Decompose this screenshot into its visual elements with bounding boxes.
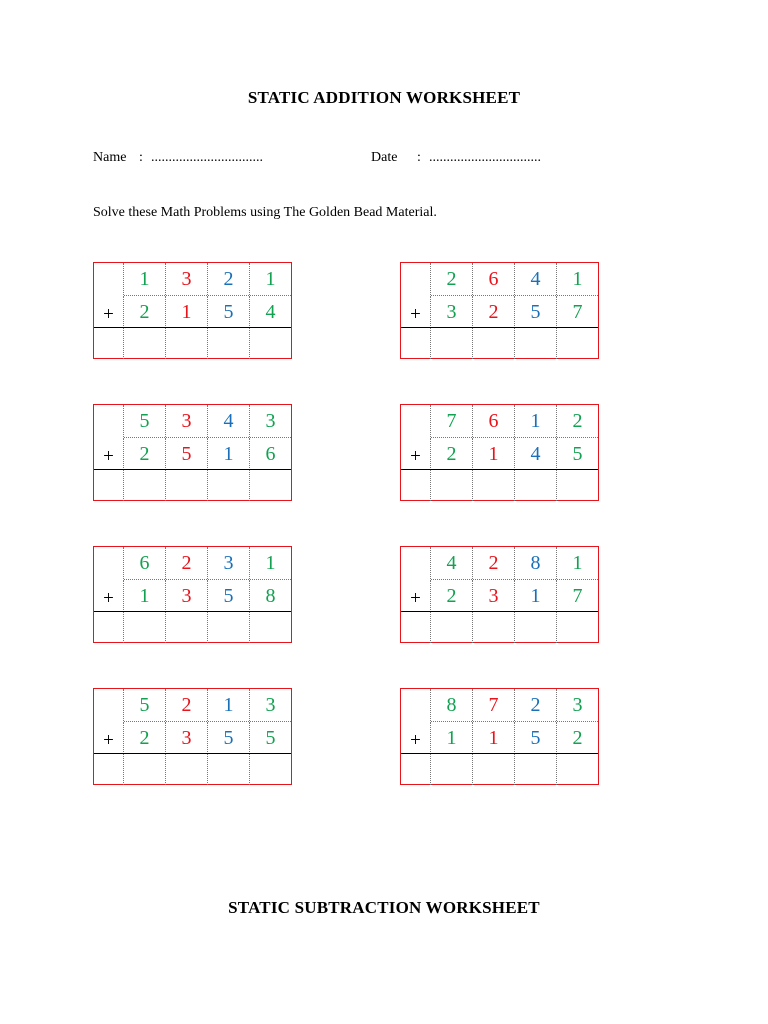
digit-cell: 1 [430, 722, 472, 754]
answer-cell[interactable] [514, 328, 556, 359]
date-field [371, 150, 541, 166]
answer-cell[interactable] [249, 470, 291, 501]
plus-sign: + [410, 304, 421, 325]
answer-cell[interactable] [123, 470, 165, 501]
digit-cell: 5 [207, 296, 249, 328]
answer-cell[interactable] [430, 754, 472, 785]
answer-cell[interactable] [514, 612, 556, 643]
digit-cell: 4 [514, 263, 556, 295]
answer-cell[interactable] [556, 612, 598, 643]
addend-bottom-row [401, 295, 598, 328]
digit-cell: 5 [165, 438, 207, 470]
digit-cell: 2 [430, 580, 472, 612]
digit-cell: 7 [556, 580, 598, 612]
digit-cell: 4 [430, 547, 472, 579]
answer-cell[interactable] [207, 612, 249, 643]
digit-cell: 1 [249, 263, 291, 295]
digit-cell: 5 [514, 296, 556, 328]
digit-cell: 4 [207, 405, 249, 437]
answer-cell[interactable] [249, 754, 291, 785]
digit-cell: 1 [123, 263, 165, 295]
digit-cell: 2 [430, 438, 472, 470]
addition-problem [400, 546, 599, 643]
digit-cell: 1 [472, 438, 514, 470]
plus-sign: + [410, 730, 421, 751]
addend-top-row [94, 405, 291, 437]
addition-problem [93, 404, 292, 501]
name-colon: : [139, 150, 143, 165]
digit-cell: 5 [514, 722, 556, 754]
digit-cell: 2 [123, 438, 165, 470]
answer-row [94, 611, 291, 643]
digit-cell: 7 [472, 689, 514, 721]
addend-top-row [401, 405, 598, 437]
digit-cell: 1 [514, 580, 556, 612]
answer-cell[interactable] [514, 754, 556, 785]
digit-cell: 2 [165, 689, 207, 721]
digit-cell: 2 [165, 547, 207, 579]
addend-bottom-row [401, 437, 598, 470]
digit-cell: 2 [123, 722, 165, 754]
digit-cell: 3 [207, 547, 249, 579]
digit-cell: 8 [249, 580, 291, 612]
digit-cell: 3 [472, 580, 514, 612]
addend-top-row [401, 689, 598, 721]
addition-worksheet-title: STATIC ADDITION WORKSHEET [247, 88, 521, 107]
digit-cell: 5 [123, 405, 165, 437]
digit-cell: 3 [165, 722, 207, 754]
plus-sign: + [410, 588, 421, 609]
digit-cell: 1 [165, 296, 207, 328]
digit-cell: 2 [472, 296, 514, 328]
addend-top-row [94, 547, 291, 579]
date-blank: ................................ [429, 150, 541, 165]
digit-cell: 4 [514, 438, 556, 470]
digit-cell: 1 [207, 689, 249, 721]
answer-cell[interactable] [556, 754, 598, 785]
answer-cell[interactable] [430, 612, 472, 643]
digit-cell: 2 [556, 405, 598, 437]
digit-cell: 3 [165, 405, 207, 437]
answer-row [401, 469, 598, 501]
answer-cell[interactable] [472, 328, 514, 359]
digit-cell: 3 [249, 689, 291, 721]
addition-problem [400, 262, 599, 359]
digit-cell: 6 [472, 405, 514, 437]
answer-cell[interactable] [165, 612, 207, 643]
answer-row [401, 327, 598, 359]
addition-problem [400, 688, 599, 785]
plus-sign: + [103, 588, 114, 609]
addend-bottom-row [94, 437, 291, 470]
addition-problem [93, 546, 292, 643]
answer-cell[interactable] [514, 470, 556, 501]
date-label: Date [371, 150, 398, 165]
answer-cell[interactable] [123, 754, 165, 785]
digit-cell: 2 [430, 263, 472, 295]
date-colon: : [417, 150, 421, 165]
addend-top-row [94, 689, 291, 721]
addend-top-row [401, 547, 598, 579]
answer-row [94, 753, 291, 785]
digit-cell: 1 [556, 547, 598, 579]
answer-cell[interactable] [472, 612, 514, 643]
digit-cell: 4 [249, 296, 291, 328]
answer-cell[interactable] [207, 470, 249, 501]
answer-row [401, 611, 598, 643]
addend-top-row [401, 263, 598, 295]
digit-cell: 8 [430, 689, 472, 721]
addend-bottom-row [94, 721, 291, 754]
answer-cell[interactable] [165, 754, 207, 785]
digit-cell: 1 [123, 580, 165, 612]
digit-cell: 5 [207, 580, 249, 612]
plus-sign: + [103, 446, 114, 467]
addend-bottom-row [401, 721, 598, 754]
digit-cell: 1 [249, 547, 291, 579]
digit-cell: 5 [249, 722, 291, 754]
digit-cell: 2 [514, 689, 556, 721]
answer-row [401, 753, 598, 785]
answer-row [94, 327, 291, 359]
addition-problem [400, 404, 599, 501]
digit-cell: 3 [165, 263, 207, 295]
digit-cell: 3 [430, 296, 472, 328]
digit-cell: 3 [556, 689, 598, 721]
answer-cell[interactable] [249, 328, 291, 359]
subtraction-worksheet-title: STATIC SUBTRACTION WORKSHEET [228, 898, 540, 917]
answer-cell[interactable] [472, 754, 514, 785]
name-field [93, 150, 263, 166]
answer-cell[interactable] [430, 328, 472, 359]
digit-cell: 3 [249, 405, 291, 437]
answer-cell[interactable] [556, 328, 598, 359]
addend-bottom-row [94, 295, 291, 328]
digit-cell: 1 [207, 438, 249, 470]
digit-cell: 5 [123, 689, 165, 721]
answer-cell[interactable] [556, 470, 598, 501]
plus-sign: + [103, 730, 114, 751]
digit-cell: 2 [123, 296, 165, 328]
digit-cell: 3 [165, 580, 207, 612]
plus-sign: + [410, 446, 421, 467]
addition-problem [93, 262, 292, 359]
answer-cell[interactable] [165, 328, 207, 359]
answer-cell[interactable] [123, 328, 165, 359]
name-label: Name [93, 150, 127, 165]
answer-cell[interactable] [165, 470, 207, 501]
answer-cell[interactable] [207, 328, 249, 359]
digit-cell: 7 [430, 405, 472, 437]
addend-top-row [94, 263, 291, 295]
digit-cell: 6 [123, 547, 165, 579]
digit-cell: 2 [207, 263, 249, 295]
addition-problem [93, 688, 292, 785]
instruction-text: Solve these Math Problems using The Golden Bead Material. [93, 205, 437, 220]
answer-cell[interactable] [249, 612, 291, 643]
digit-cell: 6 [472, 263, 514, 295]
answer-cell[interactable] [207, 754, 249, 785]
digit-cell: 1 [472, 722, 514, 754]
digit-cell: 2 [556, 722, 598, 754]
digit-cell: 6 [249, 438, 291, 470]
plus-sign: + [103, 304, 114, 325]
digit-cell: 2 [472, 547, 514, 579]
digit-cell: 7 [556, 296, 598, 328]
answer-row [94, 469, 291, 501]
digit-cell: 1 [514, 405, 556, 437]
digit-cell: 8 [514, 547, 556, 579]
name-blank: ................................ [151, 150, 263, 165]
addend-bottom-row [94, 579, 291, 612]
digit-cell: 5 [556, 438, 598, 470]
digit-cell: 1 [556, 263, 598, 295]
answer-cell[interactable] [123, 612, 165, 643]
digit-cell: 5 [207, 722, 249, 754]
answer-cell[interactable] [472, 470, 514, 501]
answer-cell[interactable] [430, 470, 472, 501]
addend-bottom-row [401, 579, 598, 612]
